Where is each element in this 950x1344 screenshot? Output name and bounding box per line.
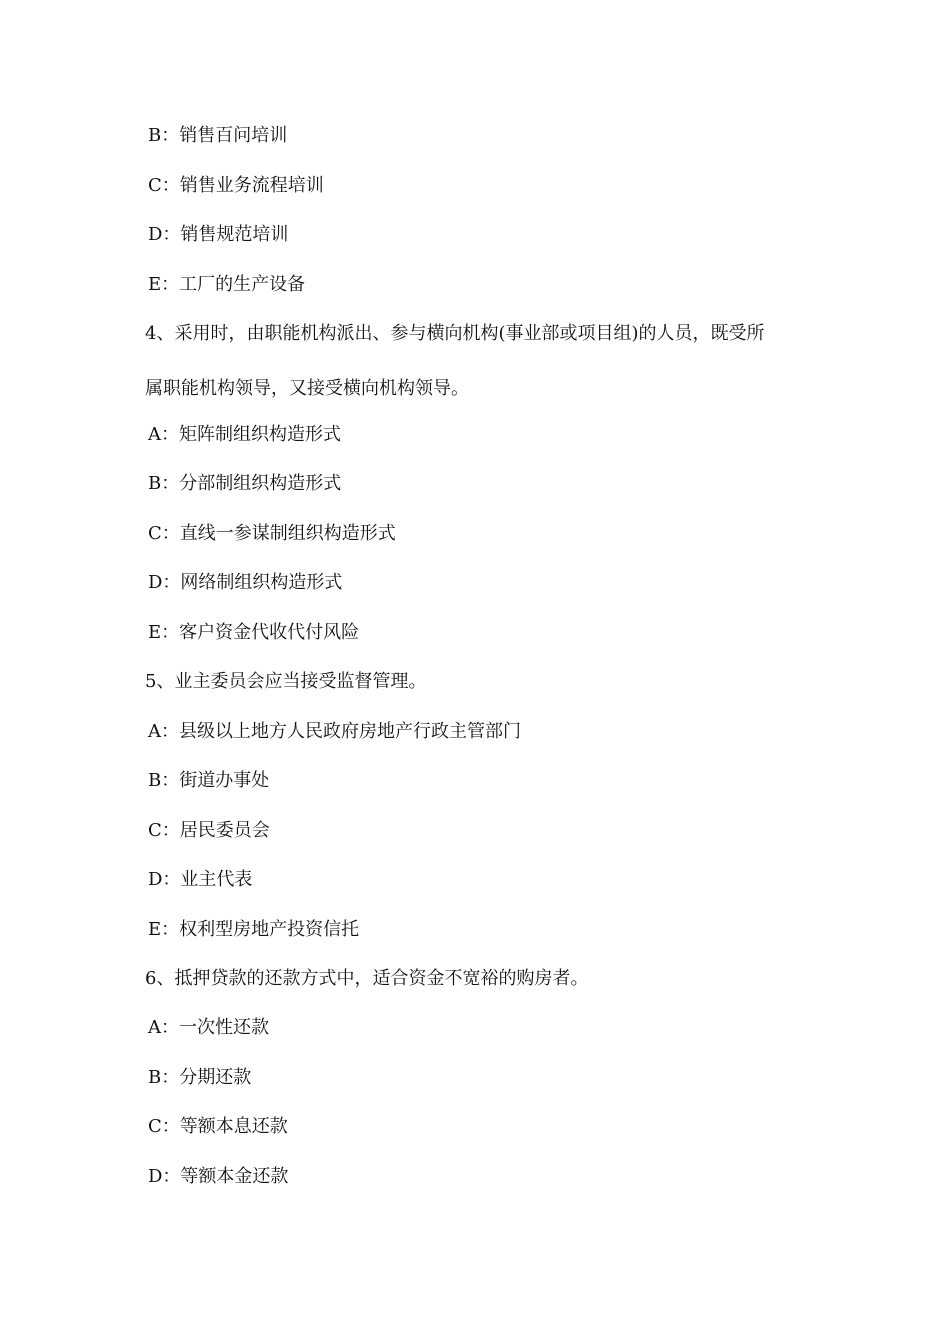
option-line: C：居民委员会	[148, 820, 270, 841]
option-line: D：网络制组织构造形式	[148, 572, 343, 593]
option-line: A：一次性还款	[148, 1017, 269, 1038]
option-line: A：县级以上地方人民政府房地产行政主管部门	[148, 721, 521, 742]
option-line: E：客户资金代收代付风险	[148, 622, 360, 643]
option-line: D：等额本金还款	[148, 1166, 289, 1187]
question-line: 4、采用时，由职能机构派出、参与横向机构(事业部或项目组)的人员，既受所	[145, 323, 765, 344]
option-line: B：销售百问培训	[148, 125, 288, 146]
option-line: C：销售业务流程培训	[148, 175, 324, 196]
option-line: B：分期还款	[148, 1067, 252, 1088]
question-line: 属职能机构领导，又接受横向机构领导。	[145, 378, 469, 399]
option-line: B：街道办事处	[148, 770, 270, 791]
question-line: 5、业主委员会应当接受监督管理。	[145, 671, 427, 692]
option-line: E：权利型房地产投资信托	[148, 919, 360, 940]
option-line: C：直线一参谋制组织构造形式	[148, 523, 396, 544]
option-line: C：等额本息还款	[148, 1116, 288, 1137]
option-line: B：分部制组织构造形式	[148, 473, 342, 494]
option-line: D：销售规范培训	[148, 224, 289, 245]
option-line: A：矩阵制组织构造形式	[148, 424, 341, 445]
question-line: 6、抵押贷款的还款方式中，适合资金不宽裕的购房者。	[145, 968, 589, 989]
option-line: E：工厂的生产设备	[148, 274, 306, 295]
option-line: D：业主代表	[148, 869, 253, 890]
